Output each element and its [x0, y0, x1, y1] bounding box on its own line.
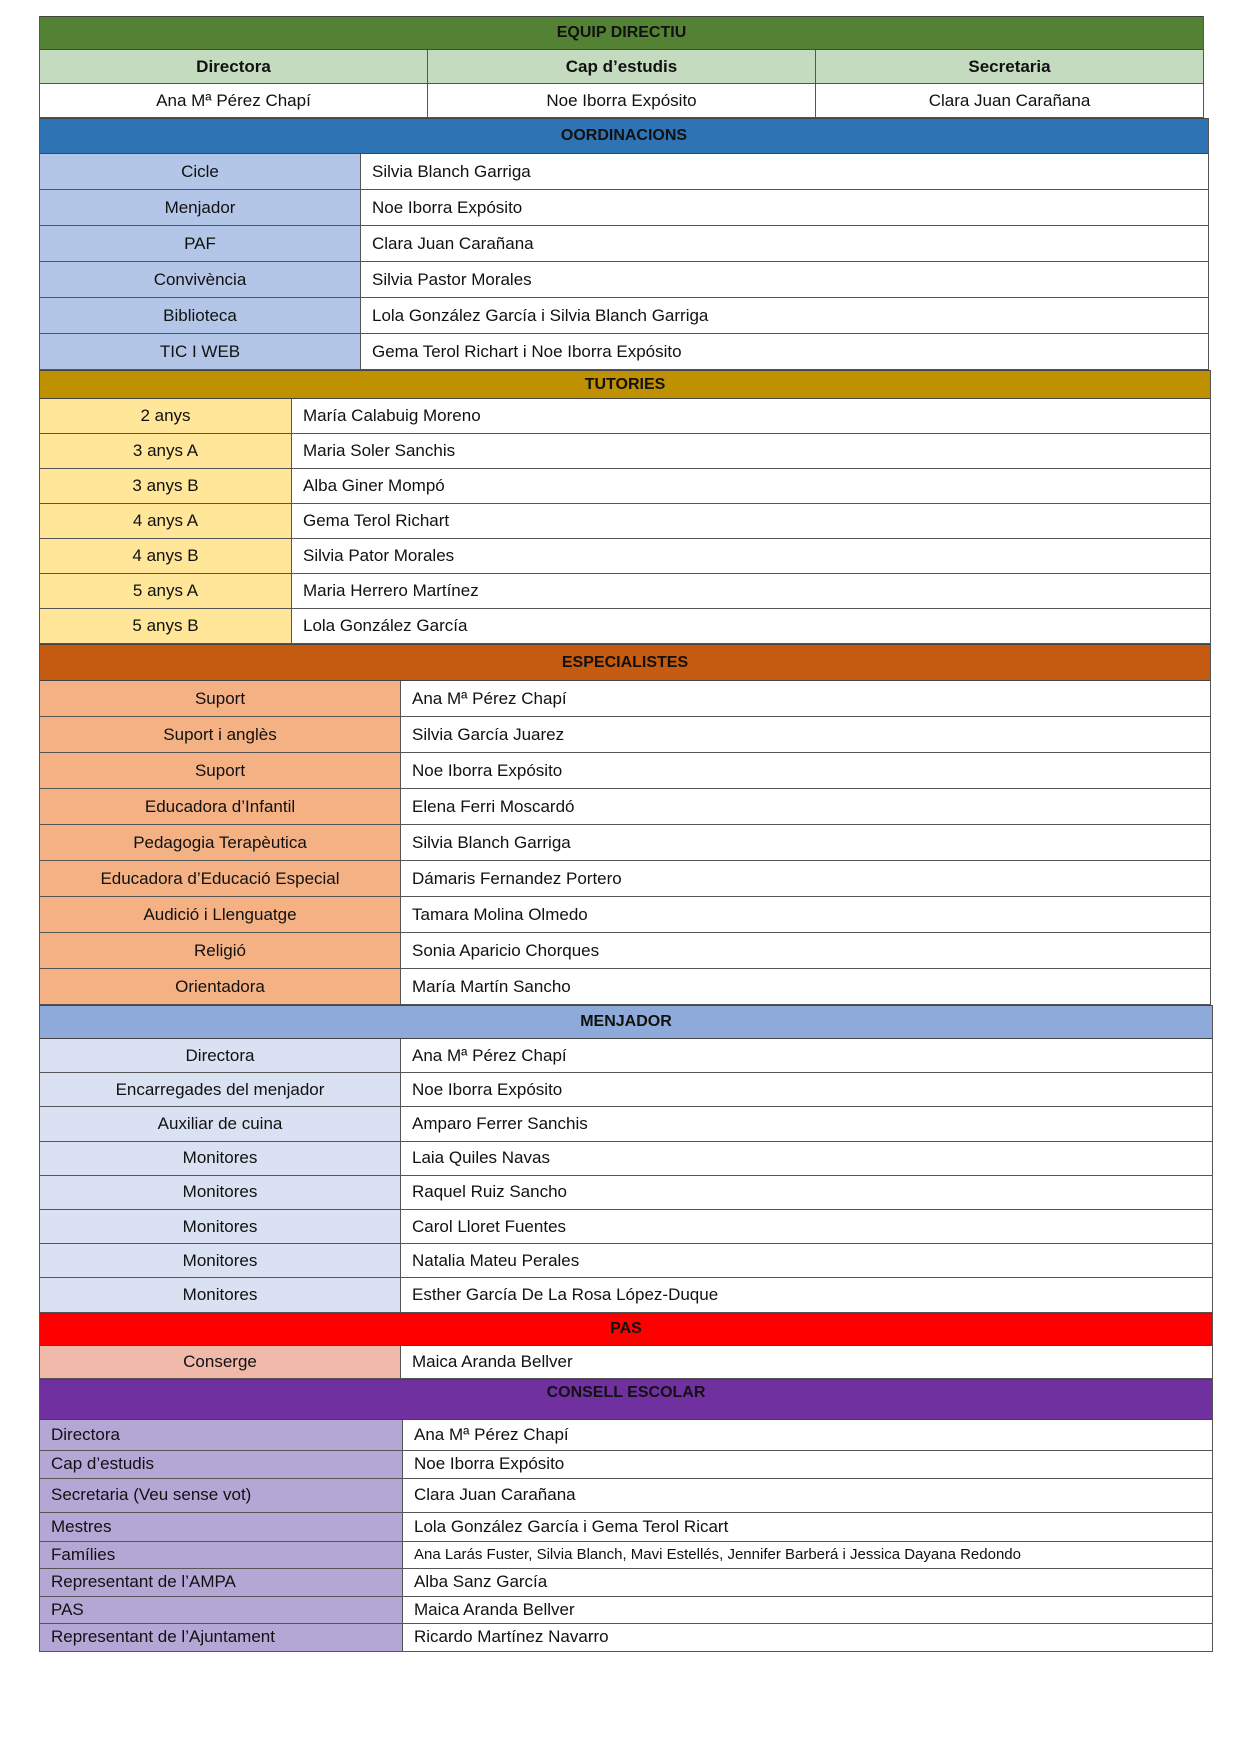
row-value: Lola González García i Gema Terol Ricart	[403, 1513, 1212, 1541]
section-header: EQUIP DIRECTIU	[40, 16, 1203, 50]
table-row	[40, 1597, 1212, 1624]
section-header: OORDINACIONS	[40, 118, 1208, 154]
row-label: Directora	[40, 1039, 401, 1072]
row-value: Ana Mª Pérez Chapí	[401, 681, 1210, 716]
row-value: Sonia Aparicio Chorques	[401, 933, 1210, 968]
row-label: Suport i anglès	[40, 717, 401, 752]
table-row	[40, 1039, 1212, 1073]
row-label: Suport	[40, 753, 401, 788]
row-label: PAF	[40, 226, 361, 261]
row-label: Secretaria (Veu sense vot)	[40, 1479, 403, 1512]
row-value: Laia Quiles Navas	[401, 1142, 1212, 1175]
row-label: PAS	[40, 1597, 403, 1623]
section-pas	[39, 1313, 1213, 1379]
table-row	[40, 717, 1210, 753]
row-value: Ricardo Martínez Navarro	[403, 1624, 1212, 1651]
row-label: Representant de l’AMPA	[40, 1569, 403, 1596]
table-row	[40, 334, 1208, 370]
table-row	[40, 298, 1208, 334]
table-row	[40, 1451, 1212, 1479]
staff-organization-document	[39, 16, 1204, 1652]
row-value: Alba Sanz García	[403, 1569, 1212, 1596]
table-row	[40, 226, 1208, 262]
table-row	[40, 539, 1210, 574]
row-label: 4 anys A	[40, 504, 292, 538]
row-value: Noe Iborra Expósito	[401, 1073, 1212, 1106]
row-value: Alba Giner Mompó	[292, 469, 1210, 503]
row-value: Maria Soler Sanchis	[292, 434, 1210, 468]
row-value: Tamara Molina Olmedo	[401, 897, 1210, 932]
table-row	[40, 1513, 1212, 1542]
role-secretaria: Secretaria	[968, 56, 1051, 76]
row-value: Gema Terol Richart	[292, 504, 1210, 538]
table-row	[40, 262, 1208, 298]
section-header: MENJADOR	[40, 1005, 1212, 1039]
row-value: María Calabuig Moreno	[292, 399, 1210, 433]
row-label: Monitores	[40, 1176, 401, 1209]
table-row	[40, 1244, 1212, 1278]
row-label: TIC I WEB	[40, 334, 361, 369]
table-row	[40, 609, 1210, 644]
section-tutories	[39, 370, 1211, 644]
row-value: Silvia Blanch Garriga	[401, 825, 1210, 860]
row-value: Esther García De La Rosa López-Duque	[401, 1278, 1212, 1311]
row-value: Ana Mª Pérez Chapí	[401, 1039, 1212, 1072]
row-label: Audició i Llenguatge	[40, 897, 401, 932]
row-value: Maica Aranda Bellver	[403, 1597, 1212, 1623]
table-row	[40, 825, 1210, 861]
section-header: ESPECIALISTES	[40, 644, 1210, 681]
name-directora: Ana Mª Pérez Chapí	[40, 84, 428, 117]
row-label: Educadora d’Infantil	[40, 789, 401, 824]
row-label: Directora	[40, 1420, 403, 1450]
row-label: 3 anys B	[40, 469, 292, 503]
table-row	[40, 1542, 1212, 1569]
table-row	[40, 1107, 1212, 1141]
row-value: Gema Terol Richart i Noe Iborra Expósito	[361, 334, 1208, 369]
row-label: Mestres	[40, 1513, 403, 1541]
table-row	[40, 1624, 1212, 1652]
section-consell-escolar	[39, 1379, 1213, 1652]
row-label: Educadora d’Educació Especial	[40, 861, 401, 896]
row-value: Clara Juan Carañana	[361, 226, 1208, 261]
table-row	[40, 399, 1210, 434]
row-value: Silvia Blanch Garriga	[361, 154, 1208, 189]
row-label: Cap d’estudis	[40, 1451, 403, 1478]
row-value: Natalia Mateu Perales	[401, 1244, 1212, 1277]
row-label: Conserge	[40, 1346, 401, 1378]
section-menjador	[39, 1005, 1213, 1313]
table-row	[40, 154, 1208, 190]
row-label: 2 anys	[40, 399, 292, 433]
section-especialistes	[39, 644, 1211, 1005]
row-value: Noe Iborra Expósito	[403, 1451, 1212, 1478]
table-row	[40, 1479, 1212, 1513]
row-label: Biblioteca	[40, 298, 361, 333]
table-row	[40, 1142, 1212, 1176]
row-value: Silvia García Juarez	[401, 717, 1210, 752]
row-label: Suport	[40, 681, 401, 716]
row-label: Cicle	[40, 154, 361, 189]
table-row	[40, 190, 1208, 226]
row-value: Lola González García	[292, 609, 1210, 643]
table-row	[40, 1420, 1212, 1451]
name-secretaria: Clara Juan Carañana	[928, 90, 1091, 110]
row-value: Dámaris Fernandez Portero	[401, 861, 1210, 896]
table-row	[40, 574, 1210, 609]
row-label: Representant de l’Ajuntament	[40, 1624, 403, 1651]
role-directora: Directora	[40, 50, 428, 83]
table-row	[40, 969, 1210, 1005]
table-row	[40, 933, 1210, 969]
table-row	[40, 1346, 1212, 1379]
role-cap-estudis: Cap d’estudis	[428, 50, 816, 83]
table-row	[40, 861, 1210, 897]
section-equip-directiu	[39, 16, 1204, 118]
row-label: Religió	[40, 933, 401, 968]
section-header: PAS	[40, 1313, 1212, 1346]
row-value: Ana Larás Fuster, Silvia Blanch, Mavi Estellés, Jennifer Barberá i Jessica Dayana Redondo	[403, 1542, 1212, 1568]
row-label: 4 anys B	[40, 539, 292, 573]
row-value: Ana Mª Pérez Chapí	[403, 1420, 1212, 1450]
table-row	[40, 1210, 1212, 1244]
section-header: CONSELL ESCOLAR	[40, 1379, 1212, 1420]
table-row	[40, 469, 1210, 504]
section-coordinacions	[39, 118, 1209, 370]
table-row	[40, 504, 1210, 539]
row-label: Famílies	[40, 1542, 403, 1568]
row-label: Menjador	[40, 190, 361, 225]
row-value: Maica Aranda Bellver	[401, 1346, 1212, 1378]
row-label: Monitores	[40, 1142, 401, 1175]
row-value: María Martín Sancho	[401, 969, 1210, 1004]
row-label: Convivència	[40, 262, 361, 297]
table-row	[40, 434, 1210, 469]
row-value: Silvia Pator Morales	[292, 539, 1210, 573]
row-value: Amparo Ferrer Sanchis	[401, 1107, 1212, 1140]
row-label: 3 anys A	[40, 434, 292, 468]
name-cap-estudis: Noe Iborra Expósito	[428, 84, 816, 117]
row-value: Carol Lloret Fuentes	[401, 1210, 1212, 1243]
row-value: Raquel Ruiz Sancho	[401, 1176, 1212, 1209]
row-label: Encarregades del menjador	[40, 1073, 401, 1106]
row-label: Monitores	[40, 1278, 401, 1311]
row-value: Noe Iborra Expósito	[401, 753, 1210, 788]
row-value: Noe Iborra Expósito	[361, 190, 1208, 225]
table-row	[40, 1278, 1212, 1312]
table-row	[40, 1073, 1212, 1107]
table-row	[40, 897, 1210, 933]
row-label: Orientadora	[40, 969, 401, 1004]
row-label: Monitores	[40, 1210, 401, 1243]
table-row	[40, 789, 1210, 825]
section-header: TUTORIES	[40, 370, 1210, 399]
row-value: Maria Herrero Martínez	[292, 574, 1210, 608]
table-row	[40, 681, 1210, 717]
table-row	[40, 753, 1210, 789]
row-label: Monitores	[40, 1244, 401, 1277]
row-value: Silvia Pastor Morales	[361, 262, 1208, 297]
row-label: 5 anys B	[40, 609, 292, 643]
row-value: Lola González García i Silvia Blanch Garriga	[361, 298, 1208, 333]
row-value: Clara Juan Carañana	[403, 1479, 1212, 1512]
row-label: 5 anys A	[40, 574, 292, 608]
roles-row	[40, 50, 1203, 84]
names-row	[40, 84, 1203, 118]
row-label: Auxiliar de cuina	[40, 1107, 401, 1140]
row-value: Elena Ferri Moscardó	[401, 789, 1210, 824]
row-label: Pedagogia Terapèutica	[40, 825, 401, 860]
table-row	[40, 1176, 1212, 1210]
table-row	[40, 1569, 1212, 1597]
